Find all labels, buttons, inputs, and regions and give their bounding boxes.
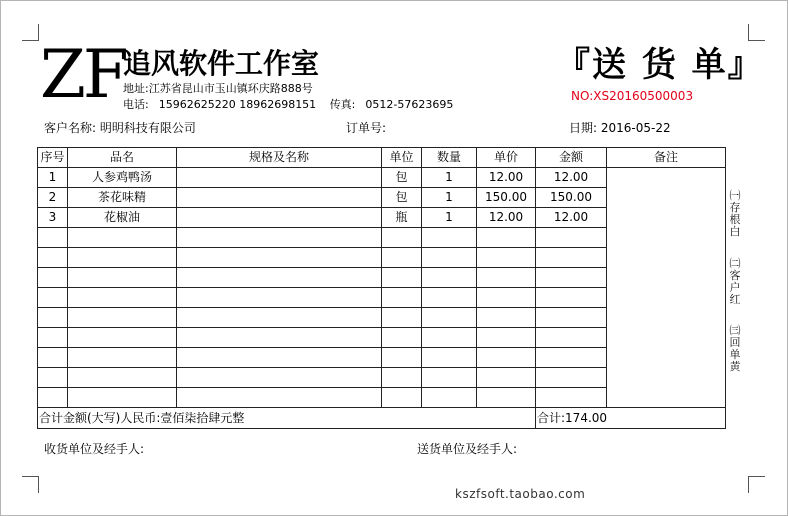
- table-cell: [68, 228, 177, 248]
- order-label: 订单号:: [346, 121, 387, 135]
- table-cell: [38, 348, 68, 368]
- table-cell: 人参鸡鸭汤: [68, 168, 177, 188]
- table-cell: [536, 228, 607, 248]
- table-cell: [536, 308, 607, 328]
- date-field: [569, 120, 671, 136]
- total-row: [38, 408, 726, 429]
- copy-mark: ㈢: [729, 324, 741, 337]
- table-cell: [422, 328, 477, 348]
- table-cell: [38, 268, 68, 288]
- phone-label: 电话:: [123, 98, 149, 111]
- fax-label: 传真:: [329, 98, 356, 111]
- table-cell: [536, 248, 607, 268]
- table-cell: [422, 288, 477, 308]
- copy-mark: ㈡: [729, 257, 741, 270]
- items-table: [37, 147, 726, 429]
- copy-label-2: [728, 258, 742, 306]
- date-label: 日期:: [569, 121, 598, 135]
- table-cell: [422, 248, 477, 268]
- copy-mark: ㈠: [729, 189, 741, 202]
- table-cell: [38, 228, 68, 248]
- customer-field: [44, 120, 196, 136]
- company-name: 追风软件工作室: [123, 47, 320, 80]
- table-cell: 包: [382, 168, 422, 188]
- crop-mark-bottom-right: [748, 476, 765, 493]
- total-value: 174.00: [565, 411, 608, 425]
- table-cell: [38, 248, 68, 268]
- table-cell: [382, 328, 422, 348]
- customer-value: 明明科技有限公司: [99, 121, 196, 135]
- fax-value: 0512-57623695: [365, 98, 454, 111]
- table-cell: [382, 388, 422, 408]
- table-cell: 150.00: [477, 188, 536, 208]
- table-cell: [38, 328, 68, 348]
- table-cell: [382, 348, 422, 368]
- table-cell: [68, 268, 177, 288]
- table-cell: [177, 368, 382, 388]
- table-cell: 花椒油: [68, 208, 177, 228]
- table-cell: [177, 288, 382, 308]
- table-cell: 150.00: [536, 188, 607, 208]
- column-header: 序号: [38, 148, 68, 168]
- table-cell: 12.00: [477, 168, 536, 188]
- table-cell: [477, 288, 536, 308]
- table-cell: [422, 348, 477, 368]
- table-cell: [536, 368, 607, 388]
- table-cell: [536, 268, 607, 288]
- customer-label: 客户名称:: [44, 121, 97, 135]
- table-cell: [177, 188, 382, 208]
- copy-label-3: [728, 325, 742, 373]
- table-cell: [536, 388, 607, 408]
- table-cell: 12.00: [477, 208, 536, 228]
- total-words-value: 壹佰柒拾肆元整: [160, 411, 245, 425]
- total-words-label: 合计金额(大写)人民币:: [39, 411, 161, 425]
- fax-group: [330, 98, 454, 111]
- total-words-cell: [38, 408, 536, 429]
- table-cell: [536, 328, 607, 348]
- phone-group: [123, 98, 316, 111]
- table-cell: [177, 248, 382, 268]
- table-cell: [477, 228, 536, 248]
- table-header-row: [38, 148, 726, 168]
- table-cell: [382, 228, 422, 248]
- copy-text: 客户红: [729, 269, 741, 306]
- table-cell: [422, 228, 477, 248]
- table-cell: [177, 388, 382, 408]
- copy-text: 回单黄: [729, 336, 741, 373]
- table-cell: 2: [38, 188, 68, 208]
- table-cell: [477, 308, 536, 328]
- table-cell: [382, 268, 422, 288]
- remarks-cell: [607, 168, 726, 408]
- address-label: 地址:: [123, 82, 149, 95]
- table-cell: [477, 248, 536, 268]
- table-cell: 茶花味精: [68, 188, 177, 208]
- table-cell: [536, 288, 607, 308]
- table-cell: [68, 388, 177, 408]
- serial-number: NO:XS20160500003: [571, 89, 694, 103]
- table-cell: [177, 308, 382, 328]
- total-amount-cell: [536, 408, 726, 429]
- phone-value: 15962625220 18962698151: [158, 98, 317, 111]
- table-cell: [38, 368, 68, 388]
- copy-text: 存根白: [729, 201, 741, 238]
- table-cell: 12.00: [536, 168, 607, 188]
- document-title: 『送 货 单』: [556, 45, 764, 85]
- table-cell: [177, 208, 382, 228]
- table-cell: [68, 348, 177, 368]
- table-cell: [177, 268, 382, 288]
- table-cell: [477, 268, 536, 288]
- table-cell: [38, 388, 68, 408]
- table-cell: [422, 308, 477, 328]
- table-cell: [177, 348, 382, 368]
- receiver-signature: 收货单位及经手人:: [44, 442, 145, 456]
- table-cell: [477, 388, 536, 408]
- address-value: 江苏省昆山市玉山镇环庆路888号: [148, 82, 313, 95]
- table-cell: [177, 228, 382, 248]
- company-logo: ZF: [40, 36, 126, 113]
- table-cell: [477, 328, 536, 348]
- table-cell: [477, 368, 536, 388]
- table-cell: 3: [38, 208, 68, 228]
- column-header: 备注: [607, 148, 726, 168]
- sender-signature: 送货单位及经手人:: [417, 442, 518, 456]
- column-header: 规格及名称: [177, 148, 382, 168]
- table-cell: [477, 348, 536, 368]
- column-header: 金额: [536, 148, 607, 168]
- table-cell: 瓶: [382, 208, 422, 228]
- column-header: 数量: [422, 148, 477, 168]
- table-cell: [422, 268, 477, 288]
- table-row: [38, 168, 726, 188]
- table-cell: 1: [422, 168, 477, 188]
- column-header: 品名: [68, 148, 177, 168]
- table-cell: 1: [38, 168, 68, 188]
- table-cell: 1: [422, 188, 477, 208]
- table-cell: [422, 388, 477, 408]
- copy-label-1: [728, 190, 742, 238]
- company-address: [123, 82, 313, 96]
- date-value: 2016-05-22: [600, 121, 671, 135]
- table-cell: [422, 368, 477, 388]
- company-contacts: [123, 98, 453, 112]
- table-cell: [68, 288, 177, 308]
- table-cell: [177, 328, 382, 348]
- total-label: 合计:: [537, 411, 566, 425]
- crop-mark-top-right: [748, 24, 765, 41]
- table-cell: [382, 368, 422, 388]
- table-cell: [38, 308, 68, 328]
- table-cell: [68, 308, 177, 328]
- table-cell: [382, 248, 422, 268]
- table-cell: 12.00: [536, 208, 607, 228]
- table-cell: [68, 248, 177, 268]
- table-cell: [382, 288, 422, 308]
- footer-url: kszfsoft.taobao.com: [455, 487, 586, 501]
- table-cell: [382, 308, 422, 328]
- table-cell: 1: [422, 208, 477, 228]
- table-cell: [38, 288, 68, 308]
- crop-mark-top-left: [22, 24, 39, 41]
- table-cell: [68, 328, 177, 348]
- order-field: [346, 120, 386, 136]
- column-header: 单位: [382, 148, 422, 168]
- column-header: 单价: [477, 148, 536, 168]
- table-cell: [177, 168, 382, 188]
- table-cell: 包: [382, 188, 422, 208]
- table-cell: [68, 368, 177, 388]
- table-cell: [536, 348, 607, 368]
- crop-mark-bottom-left: [22, 476, 39, 493]
